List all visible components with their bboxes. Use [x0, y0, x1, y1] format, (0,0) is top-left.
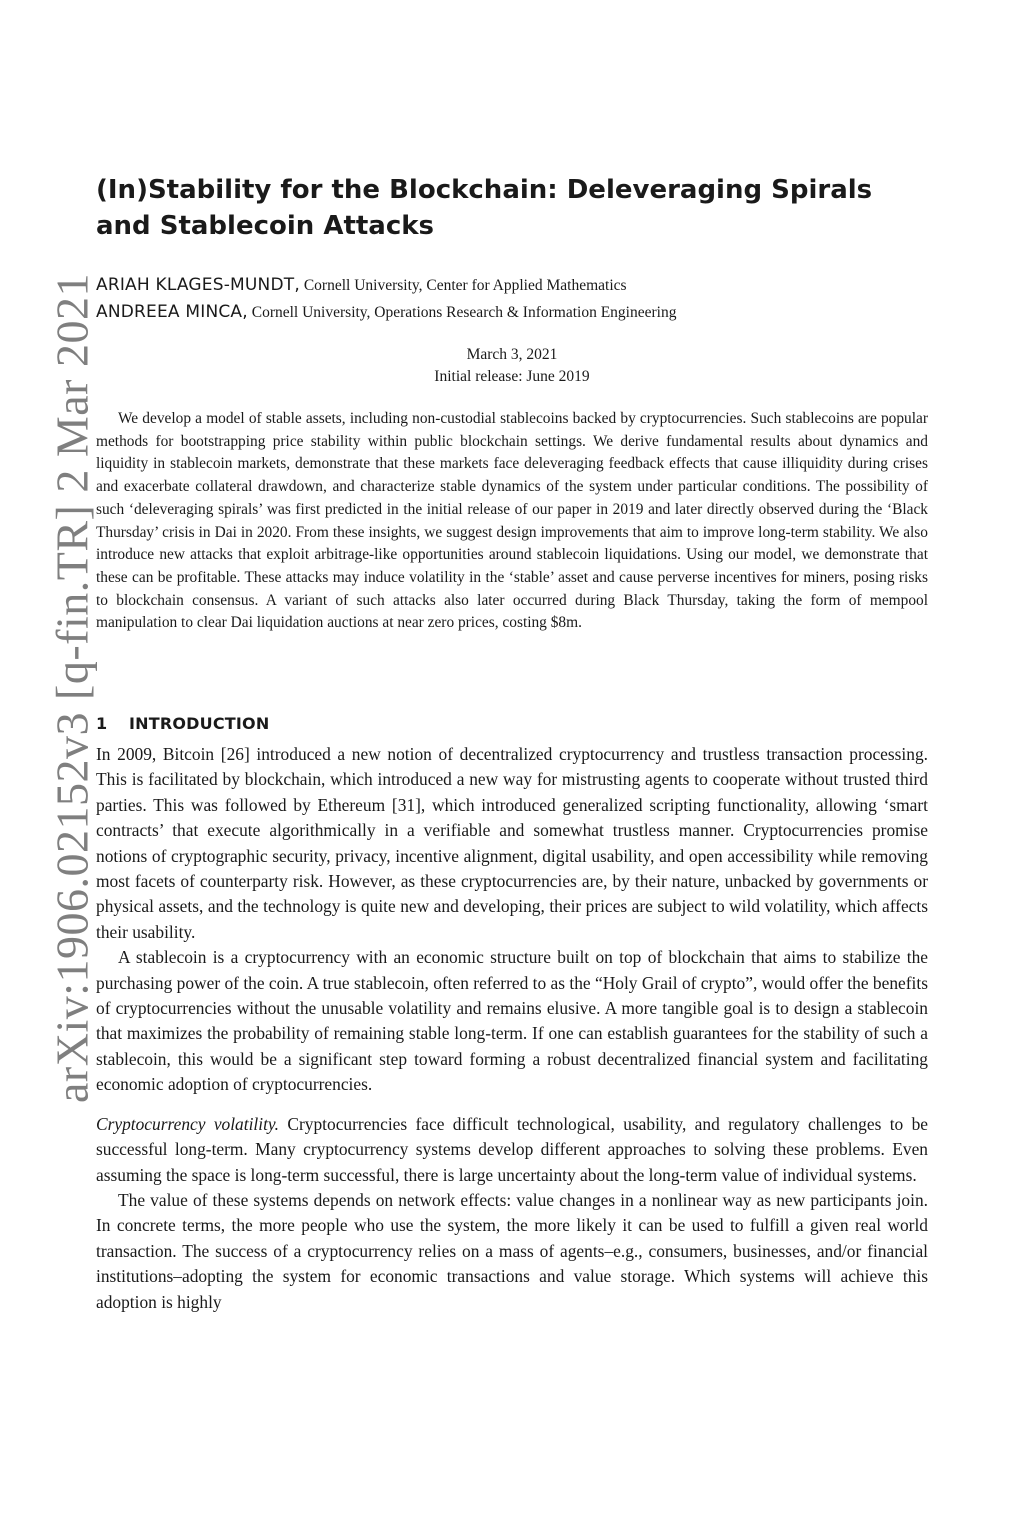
body-text [96, 742, 928, 1315]
section-title: INTRODUCTION [129, 714, 270, 733]
publication-dates [96, 344, 928, 388]
author-name: ARIAH KLAGES-MUNDT, [96, 275, 300, 295]
section-number: 1 [96, 714, 108, 733]
author-entry [96, 299, 928, 326]
paragraph-text: Cryptocurrencies face difficult technological, usability, and regulatory challenges to be successful long-term. Many cryptocurrency systems develop different approaches to solving these problems. Even assuming the space is long-term successful, there is large uncertainty about the long-term value of individual systems. [96, 1113, 928, 1185]
arxiv-identifier-stamp: arXiv:1906.02152v3 [q-fin.TR] 2 Mar 2021 [46, 273, 98, 1103]
body-paragraph: A stablecoin is a cryptocurrency with an economic structure built on top of blockchain that aims to stabilize the purchasing power of the coin. A true stablecoin, often referred to as the “Holy Grail of crypto”, would offer the benefits of cryptocurrencies without the unusable volatility and remains elusive. A more tangible goal is to design a stablecoin that maximizes the probability of remaining stable long-term. If one can establish guarantees for the stability of such a stablecoin, this would be a significant step toward forming a robust decentralized financial system and facilitating economic adoption of cryptocurrencies. [96, 947, 928, 1095]
body-paragraph [96, 1112, 928, 1188]
author-entry [96, 272, 928, 299]
author-name: ANDREEA MINCA, [96, 302, 248, 322]
body-paragraph: The value of these systems depends on network effects: value changes in a nonlinear way as new participants join. In concrete terms, the more people who use the system, the more likely it can be used to fulfill a given real world transaction. The success of a cryptocurrency relies on a mass of agents–e.g., consumers, businesses, and/or financial institutions–adopting the system for economic transactions and value storage. Which systems will achieve this adoption is highly [96, 1189, 928, 1312]
author-affiliation: Cornell University, Operations Research & Information Engineering [251, 304, 677, 321]
author-list [96, 272, 928, 326]
author-affiliation: Cornell University, Center for Applied Mathematics [303, 277, 627, 294]
body-paragraph: In 2009, Bitcoin [26] introduced a new notion of decentralized cryptocurrency and trustless transaction processing. This is facilitated by blockchain, which introduced a new way for mistrusting agents to cooperate without trusted third parties. This was followed by Ethereum [31], which introduced generalized scripting functionality, allowing ‘smart contracts’ that execute algorithmically in a verifiable and somewhat trustless manner. Cryptocurrencies promise notions of cryptographic security, privacy, incentive alignment, digital usability, and open accessibility while removing most facets of counterparty risk. However, as these cryptocurrencies are, by their nature, unbacked by governments or physical assets, and the technology is quite new and developing, their prices are subject to wild volatility, which affects their usability. [96, 744, 928, 942]
section-heading [96, 713, 269, 735]
paper-title: (In)Stability for the Blockchain: Deleveraging Spirals and Stablecoin Attacks [96, 175, 873, 241]
paragraph-run-in-heading: Cryptocurrency volatility. [96, 1113, 280, 1134]
date: March 3, 2021 [466, 346, 558, 363]
abstract: We develop a model of stable assets, including non-custodial stablecoins backed by cryptocurrencies. Such stablecoins are popular methods for bootstrapping price stability within public blockchain settings. We derive fundamental results about dynamics and liquidity in stablecoin markets, demonstrate that these markets face deleveraging feedback effects that cause illiquidity during crises and exacerbate collateral drawdown, and characterize stable dynamics of the system under particular conditions. The possibility of such ‘deleveraging spirals’ was first predicted in the initial release of our paper in 2019 and later directly observed during the ‘Black Thursday’ crisis in Dai in 2020. From these insights, we suggest design improvements that aim to improve long-term stability. We also introduce new attacks that exploit arbitrage-like opportunities around stablecoin liquidations. Using our model, we demonstrate that these can be profitable. These attacks may induce volatility in the ‘stable’ asset and cause perverse incentives for miners, posing risks to blockchain consensus. A variant of such attacks also later occurred during Black Thursday, taking the form of mempool manipulation to clear Dai liquidation auctions at near zero prices, costing $8m. [96, 410, 928, 632]
initial-release: Initial release: June 2019 [434, 368, 590, 385]
